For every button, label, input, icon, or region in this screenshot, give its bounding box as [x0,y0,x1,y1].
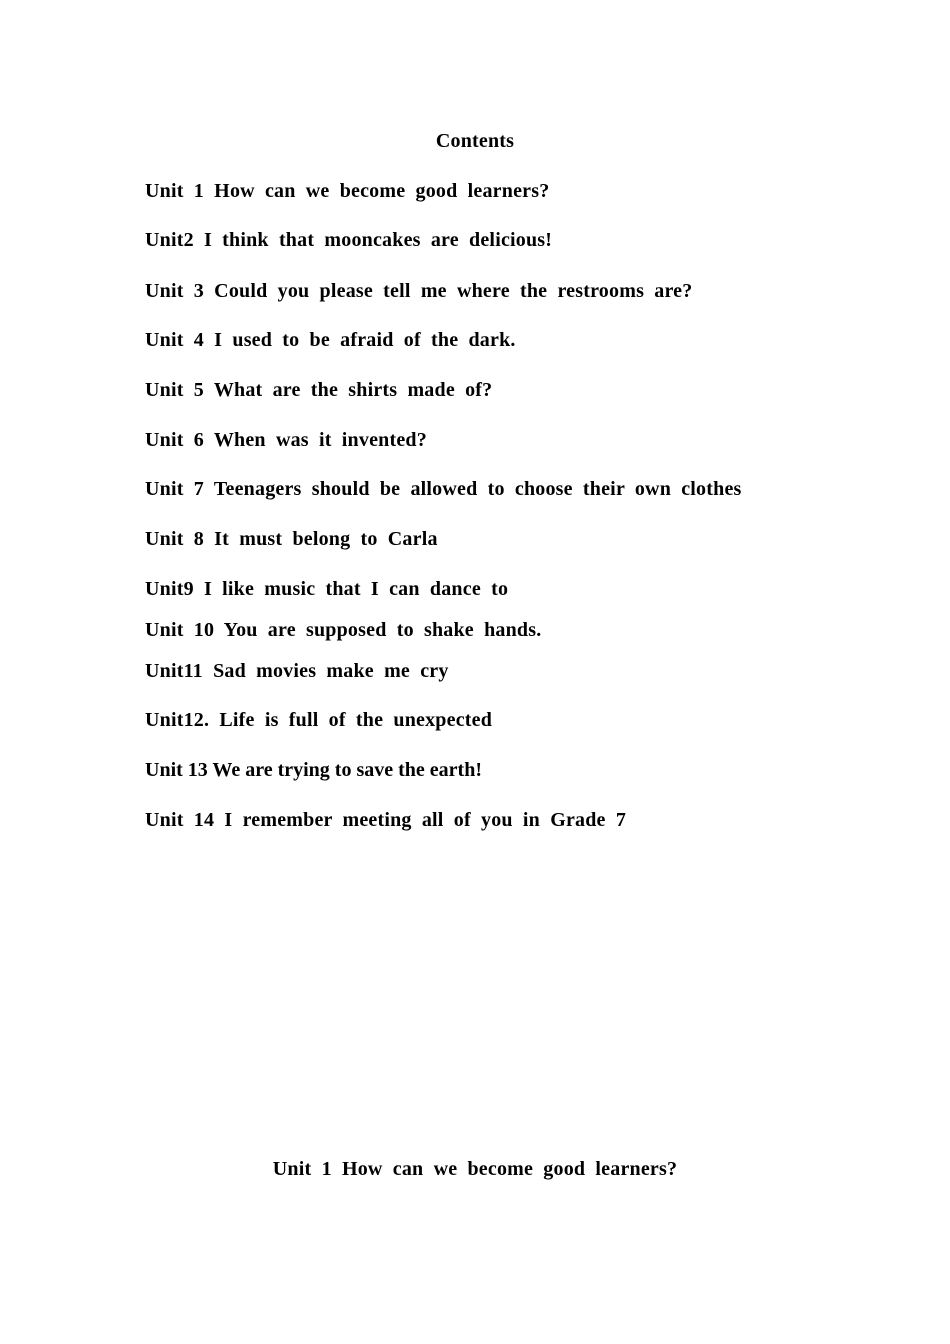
toc-entry-unit-4: Unit 4 I used to be afraid of the dark. [145,329,516,351]
unit-1-heading: Unit 1 How can we become good learners? [272,1158,678,1180]
toc-entry-unit-9: Unit9 I like music that I can dance to [145,578,509,600]
toc-entry-unit-8: Unit 8 It must belong to Carla [145,528,438,550]
toc-entry-unit-5: Unit 5 What are the shirts made of? [145,379,493,401]
toc-entry-unit-2: Unit2 I think that mooncakes are delicious! [145,229,553,251]
toc-entry-unit-13: Unit 13 We are trying to save the earth! [145,759,482,781]
toc-entry-unit-14: Unit 14 I remember meeting all of you in Grade 7 [145,809,627,831]
contents-title: Contents [435,130,515,152]
toc-entry-unit-6: Unit 6 When was it invented? [145,429,427,451]
toc-entry-unit-12: Unit12. Life is full of the unexpected [145,709,493,731]
toc-entry-unit-3: Unit 3 Could you please tell me where the restrooms are? [145,280,693,302]
toc-entry-unit-1: Unit 1 How can we become good learners? [145,180,550,202]
toc-entry-unit-11: Unit11 Sad movies make me cry [145,660,449,682]
toc-entry-unit-10: Unit 10 You are supposed to shake hands. [145,619,542,641]
toc-entry-unit-7: Unit 7 Teenagers should be allowed to choose their own clothes [145,478,742,500]
